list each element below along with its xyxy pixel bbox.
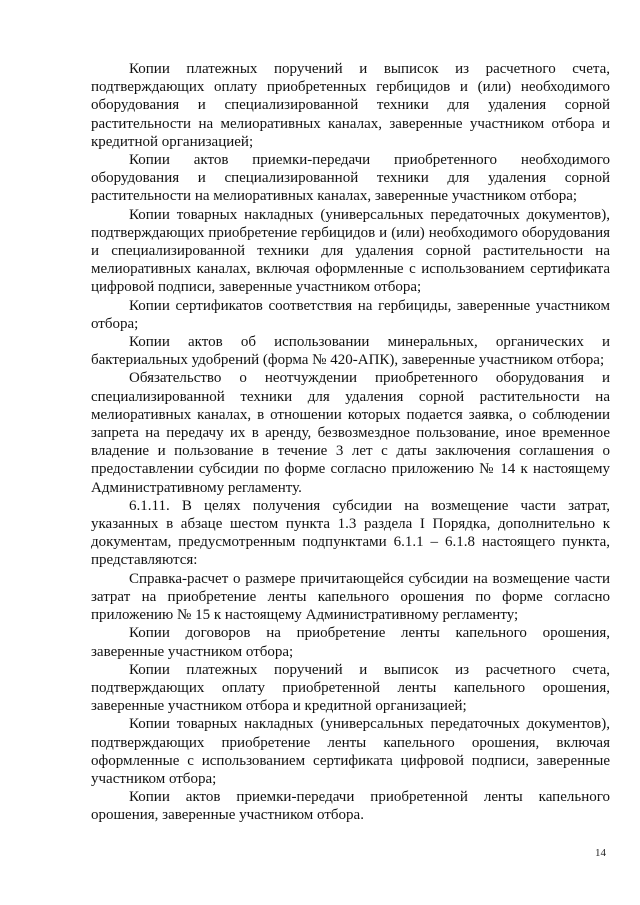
paragraph: 6.1.11. В целях получения субсидии на возмещение части затрат, указанных в абзаце шестом пункта 1.3 раздела I Порядка, дополнительно к документам, предусмотренным подпунктами 6.1.1 – 6.1.8 настоящего пункта, представляются: [91,497,610,569]
paragraph: Копии товарных накладных (универсальных передаточных документов), подтверждающих приобретение ленты капельного орошения, включая оформленные с использованием сертификата цифровой подписи, заверенные участником отбора; [91,716,610,787]
paragraph: Копии платежных поручений и выписок из расчетного счета, подтверждающих оплату приобретенных гербицидов и (или) необходимого оборудования и специализированной техники для удаления сорной растительности на мелиоративных каналах, заверенные участником отбора и кредитной организацией; [91,61,610,150]
paragraph: Копии актов приемки-передачи приобретенной ленты капельного орошения, заверенные участником отбора. [91,789,610,824]
paragraph: Справка-расчет о размере причитающейся субсидии на возмещение части затрат на приобретение ленты капельного орошения по форме согласно приложению № 15 к настоящему Административному регламенту; [91,570,610,624]
document-body [91,60,610,825]
paragraph: Копии товарных накладных (универсальных передаточных документов), подтверждающих приобретение гербицидов и (или) необходимого оборудования и специализированной техники для удаления сорной растительности на мелиоративных каналах, включая оформленные с использованием сертификата цифровой подписи, заверенные участником отбора; [91,206,610,296]
paragraph: Копии актов приемки-передачи приобретенного необходимого оборудования и специализированной техники для удаления сорной растительности на мелиоративных каналах, заверенные участником отбора; [91,152,610,205]
paragraph: Копии сертификатов соответствия на гербициды, заверенные участником отбора; [91,297,610,332]
paragraph: Копии договоров на приобретение ленты капельного орошения, заверенные участником отбора; [91,625,610,660]
paragraph: Обязательство о неотчуждении приобретенного оборудования и специализированной техники для удаления сорной растительности на мелиоративных каналах, в отношении которых подается заявка, о соблюдении запрета на передачу их в аренду, безвозмездное пользование, иное временное владение и пользование в течение 3 лет с даты заключения соглашения о предоставлении субсидии по форме согласно приложению № 14 к настоящему Административному регламенту. [91,370,610,496]
paragraph: Копии актов об использовании минеральных, органических и бактериальных удобрений (форма № 420-АПК), заверенные участником отбора; [91,334,610,369]
paragraph: Копии платежных поручений и выписок из расчетного счета, подтверждающих оплату приобретенной ленты капельного орошения, заверенные участником отбора и кредитной организацией; [91,661,610,715]
page-number: 14 [595,847,606,859]
